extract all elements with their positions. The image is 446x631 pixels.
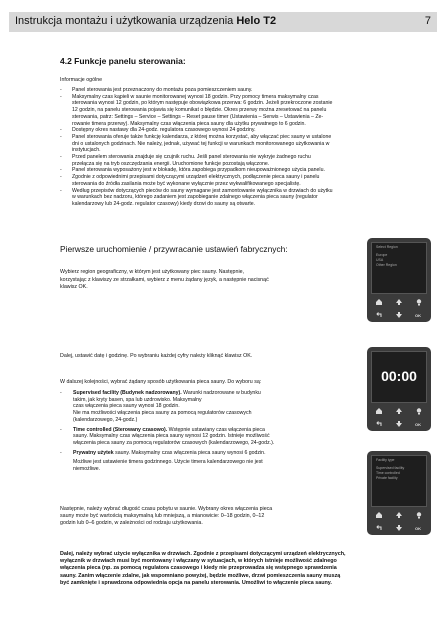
light-icon[interactable] (415, 407, 423, 415)
panel-screen (371, 455, 427, 507)
first-start-heading: Pierwsze uruchomienie / przywracanie ustawień fabrycznych: (60, 244, 288, 254)
panel-screen (371, 351, 427, 403)
arrow-up-icon[interactable] (395, 511, 403, 519)
duration-paragraph: Następnie, należy wybrać długość czasu pobytu w saunie. Wybrany okres włączenia pieca sauny może być wartością maksymalną lub mniejszą, a mianowicie: 0–18 godzin, 0–12 godzin lub 0–6 godzin, w zależności od rodzaju użytkowania. (60, 506, 273, 527)
menu-item[interactable]: USA (376, 258, 384, 262)
arrow-up-icon[interactable] (395, 407, 403, 415)
list-item: - Panel sterowania wyposażony jest w blokadę, która zapobiega przypadkom nieupoważnionego użycia panelu. (60, 167, 325, 174)
control-panel-region (367, 238, 431, 322)
light-icon[interactable] (415, 298, 423, 306)
list-item: - Dostępny okres nastawy dla 24-godz. regulatora czasowego wynosi 24 godziny. (60, 127, 256, 134)
panel-screen (371, 242, 427, 294)
usage-options-list (60, 390, 350, 476)
back-icon[interactable] (375, 524, 383, 532)
list-item: 12 godzin, na panelu sterowania pojawia się komunikat o błędzie. Okres przerwy można zresetować na panelu (72, 107, 327, 114)
list-item: - Supervised facility (Budynek nadzorowany). Warunki nadzorowane w budynku takim, jak kryty basen, spa lub uzdrowisko. Maksymalny czas włączenia pieca sauny wynosi 18 godzin. Nie ma możliwości włączenia pieca sauny za pomocą regulatorów czasowych (kalendarzowego, 24-godz.) (60, 390, 261, 423)
menu-item[interactable]: Time controlled (376, 471, 400, 475)
list-item: - Maksymalny czas kąpieli w saunie monitorowanej wynosi 18 godzin. Przy pomocy timera maksymalny czas (60, 93, 319, 100)
arrow-down-icon[interactable] (395, 420, 403, 428)
menu-item[interactable]: Europe (376, 253, 388, 257)
list-item: dni o ustalonych godzinach. Nie należy, jednak, używać tej funkcji w warunkach monitorowanego użytkowania w (72, 140, 330, 147)
list-item: - Panel sterowania oferuje także funkcję kalendarza, z której można korzystać, aby włączać piec sauny w ustalone (60, 133, 332, 140)
list-item: - Prywatny użytek sauny. Maksymalny czas włączenia pieca sauny wynosi 6 godzin. Możliwe jest ustawienie timera godzinnego. Użycie timera kalendarzowego nie jest niemożliwe. (60, 449, 266, 473)
home-icon[interactable] (375, 298, 383, 306)
arrow-up-icon[interactable] (395, 298, 403, 306)
usage-intro: W dalszej kolejności, wybrać żądany sposób użytkowania pieca sauny. Do wyboru są: (60, 379, 262, 385)
home-icon[interactable] (375, 511, 383, 519)
page-header-title: Instrukcja montażu i użytkowania urządzenia Helo T2 (15, 15, 277, 27)
home-icon[interactable] (375, 407, 383, 415)
door-switch-warning: Dalej, należy wybrać użycie wyłącznika w drzwiach. Zgodnie z przepisami dotyczącymi urządzeń elektrycznych, wyłącznik w drzwiach musi być montowany i włączany w sytuacjach, w których istnieje możliwość zdalnego włączenia pieca (np. za pomocą regulatora czasowego i kiedy nie przeprowadza się wstępnego sprawdzenia sauny. Zanim włączenie zdalne, jak wspomniano powyżej, będzie możliwe, drzwi pomieszczenia sauny muszą być zamknięte i sprawdzona odpowiednia opcja na panelu sterowania. Umożliwi to włączenie pieca sauny. (60, 551, 346, 586)
control-panel-facility (367, 451, 431, 535)
list-item: rowanie timera przerwy). Maksymalny czas włączenia pieca sauny dla użytku prywatnego to 6 godzin. (72, 120, 306, 127)
list-item: sterowania wynosi 12 godzin, po którym następuje obowiązkowa przerwa: 6 godzin. Jeżeli przekroczone zostanie (72, 100, 333, 107)
back-icon[interactable] (375, 420, 383, 428)
menu-item[interactable]: Supervised facility (376, 466, 405, 470)
light-icon[interactable] (415, 511, 423, 519)
panel-screen-title: Select Region (376, 245, 398, 249)
back-icon[interactable] (375, 311, 383, 319)
control-panel-clock (367, 347, 431, 431)
list-item: - Zgodnie z odpowiednimi przepisami dotyczącymi urządzeń elektrycznych, podłączenie pieca sauny i panelu (60, 174, 320, 181)
region-paragraph: Wybierz region geograficzny, w którym jest użytkowany piec sauny. Następnie, korzystając z klawiszy ze strzałkami, wybierz z menu żądany język, a następnie nacisnąć klawisz OK. (60, 269, 269, 290)
arrow-down-icon[interactable] (395, 524, 403, 532)
list-item: - Według przepisów dotyczących pieców do sauny wymagane jest zamontowanie wyłącznika w drzwiach do użytku (60, 187, 333, 194)
list-item: instytucjach. (72, 147, 101, 154)
clock-display: 00:00 (381, 368, 417, 384)
list-item: sterowania, patrz: Settings – Service – Settings – Reset pause timer (Ustawienia – Serwis – Ustawienia – Ze- (72, 113, 324, 120)
ok-button[interactable]: OK (415, 422, 421, 427)
panel-screen-title: Facility type (376, 458, 395, 462)
arrow-down-icon[interactable] (395, 311, 403, 319)
list-item: - Panel sterowania jest przeznaczony do montażu poza pomieszczeniem sauny. (60, 87, 253, 93)
list-item: w warunkach bez nadzoru, którego zadaniem jest zapobieganie zdalnego włączenia pieca sauny (regulator (72, 194, 318, 201)
menu-item[interactable]: Private facility (376, 476, 398, 480)
list-item: sterowania do źródła zasilania może być wykonane wyłącznie przez wykwalifikowanego specjalistę. (72, 180, 301, 187)
section-subtitle: Informacje ogólne (60, 77, 103, 83)
datetime-paragraph: Dalej, ustawić datę i godzinę. Po wybraniu każdej cyfry należy kliknąć klawisz OK. (60, 353, 253, 359)
ok-button[interactable]: OK (415, 313, 421, 318)
menu-item[interactable]: Other Region (376, 263, 397, 267)
section-title: 4.2 Funkcje panelu sterowania: (60, 56, 186, 66)
list-item: przełącza się na tryb oszczędzania energii. Uruchomione funkcje pozostają włączone. (72, 160, 270, 167)
general-info-list (60, 87, 430, 208)
list-item: - Time controlled (Sterowany czasowo). Wstępnie ustawiany czas włączenia pieca sauny. Maksymalny czas włączenia pieca sauny wynosi 12 godzin. Istnieje możliwość włączenia pieca sauny za pomocą regulatorów czasowych (kalendarzowego, 24-godz.). (60, 426, 275, 446)
list-item: kalendarzowy lub 24-godz. regulator czasowy) kiedy drzwi do sauny są otwarte. (72, 200, 256, 207)
list-item: - Przed panelem sterowania znajduje się czujnik ruchu. Jeśli panel sterowania nie wykryje żadnego ruchu (60, 154, 311, 161)
page-number: 7 (424, 15, 431, 27)
page-header (9, 12, 437, 32)
ok-button[interactable]: OK (415, 526, 421, 531)
